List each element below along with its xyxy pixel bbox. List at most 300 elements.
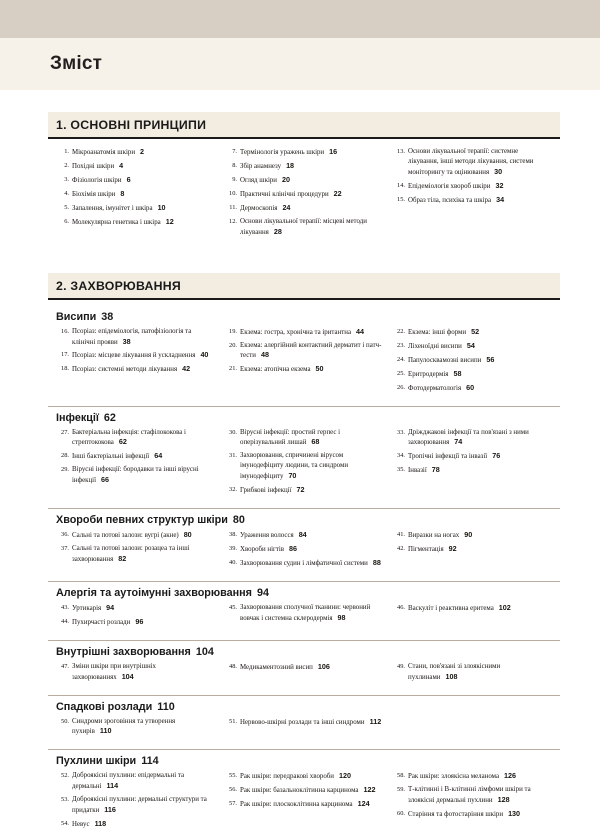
- toc-subsection: [48, 749, 560, 839]
- toc-entry-title-text: Ураження волосся: [240, 531, 294, 539]
- toc-entry-title: [408, 327, 550, 338]
- toc-entry-number: 12.: [229, 217, 237, 225]
- subsection-heading-label: Внутрішні захворювання: [56, 645, 191, 658]
- toc-entry[interactable]: [56, 530, 214, 541]
- entry-column: [392, 662, 560, 686]
- entry-column: [392, 771, 560, 833]
- toc-entry-page: 88: [372, 557, 381, 567]
- toc-entry[interactable]: [224, 147, 382, 158]
- toc-entry-title: [408, 785, 550, 806]
- toc-entry-page: 84: [298, 529, 307, 539]
- toc-section: [48, 90, 560, 247]
- toc-entry-number: 18.: [61, 365, 69, 373]
- toc-entry-title: [240, 603, 382, 624]
- toc-entry-page: 60: [466, 382, 475, 392]
- toc-entry-number: 19.: [229, 327, 237, 335]
- entry-columns: [48, 146, 560, 247]
- toc-entry-title: [240, 327, 382, 338]
- toc-entry-title: [72, 717, 214, 738]
- toc-entry-page: 58: [453, 368, 462, 378]
- toc-entry-page: 44: [356, 326, 365, 336]
- subsection-heading[interactable]: [48, 408, 560, 427]
- toc-entry-number: 32.: [229, 485, 237, 493]
- top-decorative-strip: [0, 0, 600, 38]
- toc-entry-title-text: Васкуліт і реактивна еритема: [408, 604, 494, 612]
- subsection-heading[interactable]: [48, 697, 560, 716]
- toc-entry[interactable]: [224, 364, 382, 375]
- toc-entry-title: [72, 603, 214, 614]
- toc-entry-number: 48.: [229, 662, 237, 670]
- toc-entry[interactable]: [392, 327, 550, 338]
- toc-entry-number: 50.: [61, 717, 69, 725]
- toc-entry-title-text: Доброякісні пухлини: дермальні структури та придатки: [72, 796, 207, 815]
- toc-entry-title-text: Образ тіла, психіка та шкіра: [408, 196, 492, 204]
- toc-entry[interactable]: [392, 181, 550, 192]
- toc-entry-title-text: Псоріаз: епідеміологія, патофізіологія та клінічні прояви: [72, 327, 192, 346]
- entry-column: [224, 327, 392, 397]
- toc-entry-page: 92: [448, 543, 457, 553]
- toc-entry-title: [72, 428, 214, 449]
- toc-entry-number: 49.: [397, 662, 405, 670]
- toc-entry[interactable]: [56, 771, 214, 792]
- toc-entry-number: 59.: [397, 786, 405, 794]
- toc-entry-number: 54.: [61, 820, 69, 828]
- toc-entry[interactable]: [392, 195, 550, 206]
- toc-entry-page: 96: [135, 616, 144, 626]
- toc-entry-page: 30: [494, 166, 503, 176]
- section-title: 2. ЗАХВОРЮВАННЯ: [56, 278, 181, 293]
- toc-entry-page: 56: [486, 354, 495, 364]
- toc-entry-title: [408, 465, 550, 476]
- toc-entry-title: [408, 195, 550, 206]
- toc-entry-page: 24: [282, 202, 291, 212]
- toc-entry-number: 58.: [397, 772, 405, 780]
- toc-entry-page: 114: [106, 781, 119, 791]
- toc-entry-number: 3.: [64, 175, 69, 183]
- toc-entry-page: 128: [497, 795, 510, 805]
- toc-entry-number: 14.: [397, 181, 405, 189]
- toc-entry-title: [240, 530, 382, 541]
- toc-entry-title-text: Нервово-шкірні розлади та інші синдроми: [240, 718, 365, 726]
- subsection-heading[interactable]: [48, 751, 560, 770]
- toc-entry-title-text: Старіння та фотостаріння шкіри: [408, 811, 504, 819]
- toc-entry-page: 78: [431, 465, 440, 475]
- toc-entry[interactable]: [56, 544, 214, 565]
- toc-entry-page: 10: [157, 202, 166, 212]
- toc-entry-title: [240, 161, 382, 172]
- toc-entry-title-text: Похідні шкіри: [72, 162, 115, 170]
- toc-subsection: [48, 581, 560, 637]
- entry-column: [392, 327, 560, 397]
- toc-entry-title: [240, 175, 382, 186]
- entry-column: [392, 717, 560, 741]
- toc-entry[interactable]: [56, 603, 214, 614]
- toc-entry-title-text: Рак шкіри: плоскоклітинна карцинома: [240, 801, 353, 809]
- toc-entry-title: [72, 189, 214, 200]
- toc-entry-title: [240, 799, 382, 810]
- toc-entry-number: 1.: [64, 148, 69, 155]
- toc-entry-title-text: Сальні та потові залози: вугрі (акне): [72, 531, 179, 539]
- toc-entry-page: 22: [333, 188, 342, 198]
- toc-entry[interactable]: [392, 428, 550, 449]
- toc-entry-title-text: Еритродермія: [408, 370, 449, 378]
- toc-entry-number: 60.: [397, 810, 405, 818]
- toc-entry-title-text: Грибкові інфекції: [240, 486, 292, 494]
- toc-entry-page: 94: [106, 602, 115, 612]
- entry-column: [224, 530, 392, 572]
- toc-entry-title-text: Рак шкіри: передракові хвороби: [240, 773, 334, 781]
- toc-entry-page: 52: [471, 326, 480, 336]
- toc-entry-title: [408, 530, 550, 541]
- subsection-heading-page: 110: [157, 700, 175, 713]
- toc-entry-title-text: Зміни шкіри при внутрішніх захворюваннях: [72, 662, 156, 681]
- toc-entry[interactable]: [56, 617, 214, 628]
- toc-entry-page: 124: [357, 799, 370, 809]
- toc-entry-page: 42: [182, 364, 191, 374]
- page-title: Зміст: [50, 53, 103, 74]
- toc-entry-title: [72, 465, 214, 486]
- toc-entry-page: 70: [288, 471, 297, 480]
- toc-entry[interactable]: [392, 465, 550, 476]
- toc-entry-title: [408, 355, 550, 366]
- toc-entry[interactable]: [56, 662, 214, 683]
- toc-entry-title-text: Фізіологія шкіри: [72, 176, 122, 184]
- toc-entry-title-text: Біохімія шкіри: [72, 190, 116, 198]
- toc-entry-number: 5.: [64, 203, 69, 211]
- subsection-divider: [48, 581, 560, 582]
- toc-entry-title-text: Епідеміологія хвороб шкіри: [408, 182, 491, 190]
- toc-entry-number: 40.: [229, 558, 237, 566]
- entry-column: [392, 428, 560, 499]
- toc-entry-page: 28: [273, 226, 282, 236]
- toc-entry-number: 22.: [397, 327, 405, 335]
- toc-entry-number: 10.: [229, 189, 237, 197]
- toc-entry-title-text: Вірусні інфекції: бородавки та інші вірусні інфекції: [72, 466, 199, 485]
- toc-entry[interactable]: [392, 603, 550, 614]
- toc-entry[interactable]: [56, 350, 214, 361]
- toc-entry-page: 38: [122, 336, 131, 346]
- toc-entry[interactable]: [224, 189, 382, 200]
- toc-entry[interactable]: [224, 161, 382, 172]
- subsection-heading-page: 114: [141, 755, 159, 768]
- subsection-divider: [48, 695, 560, 696]
- toc-entry-title: [240, 717, 382, 728]
- toc-entry-title-text: Захворювання сполучної тканини: червоний вовчак і системна склеродермія: [240, 603, 371, 622]
- toc-entry-number: 29.: [61, 466, 69, 474]
- subsection-heading[interactable]: [48, 642, 560, 661]
- toc-entry-title: [240, 147, 382, 158]
- subsection-heading-page: 80: [232, 513, 245, 526]
- toc-entry-title: [72, 175, 214, 186]
- toc-entry-title: [408, 383, 550, 394]
- toc-entry[interactable]: [224, 530, 382, 541]
- toc-entry[interactable]: [392, 451, 550, 462]
- toc-content: [0, 90, 600, 839]
- toc-entry[interactable]: [56, 451, 214, 462]
- toc-entry-title-text: Невус: [72, 821, 90, 829]
- toc-entry-number: 39.: [229, 544, 237, 552]
- toc-entry-title-text: Захворювання, спричинені вірусом імунодефіциту людини, та синдроми імунодефіциту: [240, 452, 349, 480]
- toc-entry-title-text: Хвороби нігтів: [240, 545, 285, 553]
- toc-entry-page: 130: [508, 809, 521, 819]
- toc-entry[interactable]: [392, 771, 550, 782]
- toc-entry-title-text: Дермоскопія: [240, 204, 278, 212]
- entry-columns: [48, 602, 560, 637]
- toc-entry[interactable]: [392, 341, 550, 352]
- toc-entry[interactable]: [224, 203, 382, 214]
- toc-entry[interactable]: [56, 217, 214, 228]
- toc-entry-title-text: Пухирчасті розлади: [72, 618, 131, 626]
- toc-entry[interactable]: [56, 203, 214, 214]
- toc-entry[interactable]: [224, 327, 382, 338]
- toc-entry[interactable]: [392, 544, 550, 555]
- toc-entry-page: 106: [317, 661, 330, 671]
- toc-entry-title-text: Ліхеноїдні висипи: [408, 342, 462, 350]
- toc-entry-title: [408, 181, 550, 192]
- toc-entry-page: 66: [101, 475, 109, 485]
- title-band: [0, 38, 600, 90]
- toc-entry-number: 33.: [397, 428, 405, 436]
- toc-entry-title-text: Огляд шкіри: [240, 176, 277, 184]
- toc-entry-title: [240, 217, 382, 238]
- toc-entry-title: [72, 795, 214, 816]
- toc-entry-title: [72, 217, 214, 228]
- toc-entry-page: 98: [337, 612, 346, 622]
- subsection-heading-label: Висипи: [56, 310, 97, 323]
- entry-column: [224, 603, 392, 631]
- section-spacer: [48, 249, 560, 273]
- toc-entry-title-text: Фотодерматологія: [408, 384, 462, 392]
- toc-entry[interactable]: [56, 717, 214, 738]
- toc-entry-title: [408, 428, 550, 449]
- toc-entry-page: 40: [200, 350, 209, 360]
- toc-entry-page: 32: [495, 180, 504, 190]
- toc-entry-page: 112: [369, 716, 382, 726]
- toc-entry-title-text: Екзема: атопічна екзема: [240, 366, 311, 374]
- toc-entry[interactable]: [56, 364, 214, 375]
- toc-entry-title: [72, 147, 214, 158]
- toc-entry-page: 104: [121, 671, 134, 681]
- toc-entry-page: 20: [282, 174, 290, 184]
- toc-entry-title-text: Екзема: алергійний контактний дерматит і патч-тести: [240, 341, 382, 360]
- toc-entry[interactable]: [392, 147, 550, 177]
- toc-entry-title: [240, 341, 382, 362]
- toc-entry[interactable]: [224, 717, 382, 728]
- toc-entry-page: 80: [183, 529, 192, 539]
- toc-entry-title-text: Практичні клінічні процедури: [240, 190, 329, 198]
- toc-entry-page: 4: [119, 160, 124, 170]
- toc-entry-number: 11.: [229, 203, 237, 211]
- toc-entry[interactable]: [224, 771, 382, 782]
- toc-entry-title-text: Екзема: гостра, хронічна та іритантна: [240, 328, 352, 336]
- subsection-heading-page: 104: [195, 645, 214, 658]
- toc-entry[interactable]: [56, 428, 214, 449]
- toc-entry-title-text: Мікроанатомія шкіри: [72, 149, 136, 156]
- toc-entry-title: [240, 364, 382, 375]
- toc-entry-number: 27.: [61, 428, 69, 436]
- toc-entry-page: 76: [492, 451, 501, 461]
- toc-entry-page: 48: [261, 350, 269, 360]
- toc-entry-page: 18: [286, 160, 295, 170]
- toc-entry-title-text: Стани, пов'язані зі злоякісними пухлинами: [408, 662, 501, 681]
- entry-columns: [48, 661, 560, 692]
- toc-entry-page: 102: [498, 602, 511, 612]
- toc-entry-number: 8.: [232, 161, 237, 169]
- toc-subsection: [48, 695, 560, 747]
- entry-column: [56, 147, 224, 241]
- toc-entry-title-text: Виразки на ногах: [408, 531, 460, 539]
- toc-entry[interactable]: [56, 189, 214, 200]
- toc-entry[interactable]: [392, 809, 550, 820]
- toc-entry-page: 72: [296, 484, 305, 494]
- toc-entry[interactable]: [224, 175, 382, 186]
- toc-entry-title-text: Псоріаз: системні методи лікування: [72, 366, 178, 374]
- toc-entry[interactable]: [392, 785, 550, 806]
- toc-entry[interactable]: [224, 485, 382, 496]
- toc-entry-title-text: Інші бактеріальні інфекції: [72, 453, 150, 461]
- toc-entry-title-text: Пігментація: [408, 545, 444, 553]
- toc-entry-title-text: Дріжджакові інфекції та пов'язані з ними захворювання: [408, 428, 529, 447]
- toc-subsection: [48, 508, 560, 578]
- toc-entry-title: [72, 771, 214, 792]
- toc-entry[interactable]: [56, 161, 214, 172]
- toc-entry-number: 57.: [229, 800, 237, 808]
- entry-column: [224, 771, 392, 833]
- toc-entry-number: 13.: [397, 148, 405, 155]
- toc-section: [48, 249, 560, 839]
- toc-subsection: [48, 307, 560, 403]
- section-banner[interactable]: [48, 273, 560, 300]
- toc-entry-page: 108: [445, 671, 458, 681]
- toc-entry[interactable]: [224, 428, 382, 449]
- toc-entry-number: 20.: [229, 341, 237, 349]
- toc-entry-number: 46.: [397, 603, 405, 611]
- entry-columns: [48, 716, 560, 747]
- toc-entry-number: 9.: [232, 175, 237, 183]
- subsection-heading-page: 38: [101, 310, 114, 323]
- toc-entry-title: [240, 451, 382, 481]
- sections-root: [48, 90, 560, 839]
- subsection-heading-label: Пухлини шкіри: [56, 755, 137, 768]
- subsection-heading[interactable]: [48, 510, 560, 529]
- toc-entry[interactable]: [392, 383, 550, 394]
- toc-entry-title: [408, 809, 550, 820]
- subsection-divider: [48, 640, 560, 641]
- toc-entry-number: 4.: [64, 189, 69, 197]
- toc-entry-page: 90: [464, 529, 473, 539]
- toc-entry-title-text: Екзема: інші форми: [408, 328, 467, 336]
- toc-entry-title: [72, 350, 214, 361]
- toc-entry-number: 56.: [229, 786, 237, 794]
- subsection-divider: [48, 749, 560, 750]
- toc-entry[interactable]: [392, 369, 550, 380]
- toc-entry-page: 50: [315, 364, 324, 374]
- toc-entry-number: 45.: [229, 603, 237, 611]
- toc-entry[interactable]: [56, 795, 214, 816]
- toc-entry-number: 51.: [229, 717, 237, 725]
- toc-entry-title-text: Рак шкіри: злоякісна меланома: [408, 773, 500, 781]
- toc-subsection: [48, 406, 560, 505]
- entry-column: [56, 717, 224, 741]
- toc-entry-title: [72, 530, 214, 541]
- toc-entry-number: 35.: [397, 466, 405, 474]
- toc-entry-title-text: Запалення, імунітет і шкіра: [72, 204, 153, 212]
- toc-entry[interactable]: [56, 465, 214, 486]
- toc-entry[interactable]: [392, 355, 550, 366]
- toc-entry-page: 12: [165, 216, 174, 226]
- toc-entry-title-text: Медикаментозний висип: [240, 663, 313, 671]
- section-banner[interactable]: [48, 112, 560, 139]
- toc-entry[interactable]: [56, 147, 214, 158]
- toc-entry-title-text: Уртикарія: [72, 604, 102, 612]
- toc-entry-number: 28.: [61, 452, 69, 460]
- toc-entry-number: 6.: [64, 217, 69, 225]
- toc-entry[interactable]: [224, 662, 382, 673]
- subsection-heading[interactable]: [48, 307, 560, 326]
- toc-entry-page: 6: [126, 174, 131, 184]
- toc-entry-title-text: Вірусні інфекції: простий герпес і оперізувальний лишай: [240, 428, 341, 447]
- toc-entry[interactable]: [56, 175, 214, 186]
- section-title: 1. ОСНОВНІ ПРИНЦИПИ: [56, 118, 207, 132]
- toc-entry-number: 53.: [61, 796, 69, 804]
- toc-entry-title-text: Бактеріальна інфекція: стафілококова і стрептококова: [72, 428, 186, 447]
- entry-columns: [48, 770, 560, 839]
- entry-columns: [48, 326, 560, 403]
- toc-entry[interactable]: [224, 217, 382, 238]
- toc-entry-title: [240, 771, 382, 782]
- toc-entry-page: 68: [311, 437, 320, 447]
- toc-entry-page: 8: [120, 188, 125, 198]
- toc-entry-page: 62: [118, 437, 127, 447]
- toc-entry-title: [72, 662, 214, 683]
- toc-entry-title: [72, 364, 214, 375]
- subsection-heading[interactable]: [48, 583, 560, 602]
- toc-entry-title: [408, 771, 550, 782]
- toc-entry[interactable]: [392, 662, 550, 683]
- toc-entry-page: 122: [363, 785, 376, 795]
- entry-column: [392, 530, 560, 572]
- toc-entry-title: [240, 558, 382, 569]
- entry-column: [56, 530, 224, 572]
- toc-entry-number: 44.: [61, 617, 69, 625]
- subsection-heading-page: 62: [103, 411, 116, 424]
- entry-columns: [48, 427, 560, 505]
- subsection-heading-label: Спадкові розлади: [56, 700, 153, 713]
- toc-entry[interactable]: [224, 451, 382, 481]
- toc-entry[interactable]: [224, 603, 382, 624]
- toc-entry[interactable]: [224, 544, 382, 555]
- toc-entry[interactable]: [224, 558, 382, 569]
- toc-entry[interactable]: [224, 799, 382, 810]
- toc-entry-title-text: Молекулярна генетика і шкіра: [72, 218, 161, 226]
- toc-entry-number: 37.: [61, 544, 69, 552]
- toc-entry[interactable]: [392, 530, 550, 541]
- toc-entry-title-text: Захворювання судин і лімфатичної системи: [240, 559, 368, 567]
- toc-entry-page: 16: [329, 147, 338, 156]
- toc-entry[interactable]: [224, 341, 382, 362]
- toc-entry-title: [408, 147, 550, 177]
- toc-entry-page: 118: [94, 819, 107, 829]
- section-spacer: [48, 90, 560, 112]
- toc-entry-title: [408, 451, 550, 462]
- toc-entry-page: 82: [118, 553, 127, 563]
- toc-entry[interactable]: [56, 327, 214, 348]
- toc-entry-number: 42.: [397, 544, 405, 552]
- toc-entry-page: 116: [104, 805, 116, 815]
- toc-entry[interactable]: [56, 819, 214, 830]
- toc-entry-title: [240, 485, 382, 496]
- toc-entry-page: 2: [140, 147, 145, 156]
